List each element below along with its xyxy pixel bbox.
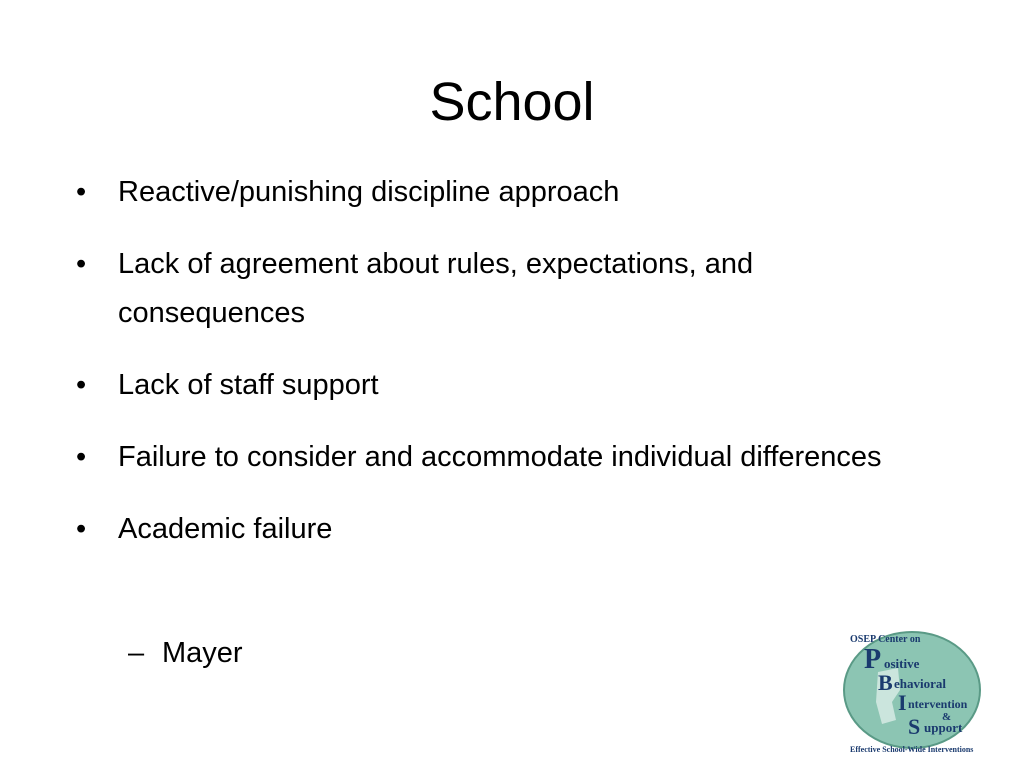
bullet-item <box>76 361 896 410</box>
logo-word-support: upport <box>924 720 963 735</box>
sub-bullet-marker: – <box>128 637 145 669</box>
bullet-text: Academic failure <box>118 513 333 545</box>
logo-top-text: OSEP Center on <box>850 634 921 645</box>
bullet-text: Lack of agreement about rules, expectations, and consequences <box>118 248 754 329</box>
pbis-logo <box>838 628 1010 758</box>
logo-letter-p: P <box>864 644 882 675</box>
bullet-item <box>76 168 896 217</box>
bullet-marker: • <box>76 248 87 280</box>
bullet-marker: • <box>76 176 87 208</box>
sub-bullet-text: Mayer <box>162 637 243 669</box>
logo-letter-i: I <box>898 690 907 715</box>
pbis-logo-graphic <box>838 628 1010 758</box>
bullet-list <box>76 168 896 577</box>
bullet-marker: • <box>76 441 87 473</box>
bullet-text: Failure to consider and accommodate individual differences <box>118 441 882 473</box>
bullet-item <box>76 240 896 338</box>
logo-letter-s: S <box>908 714 921 739</box>
logo-bottom-text: Effective School-Wide Interventions <box>850 745 974 754</box>
bullet-marker: • <box>76 513 87 545</box>
logo-ampersand: & <box>942 711 952 723</box>
logo-word-positive: ositive <box>884 656 920 671</box>
logo-word-intervention: ntervention <box>908 697 968 711</box>
sub-bullet-item <box>128 629 243 678</box>
bullet-item <box>76 505 896 554</box>
logo-word-behavioral: ehavioral <box>894 676 946 691</box>
bullet-text: Lack of staff support <box>118 369 379 401</box>
logo-letter-b: B <box>878 670 893 695</box>
bullet-marker: • <box>76 369 87 401</box>
bullet-text: Reactive/punishing discipline approach <box>118 176 620 208</box>
bullet-item <box>76 433 896 482</box>
slide-title: School <box>429 72 595 132</box>
